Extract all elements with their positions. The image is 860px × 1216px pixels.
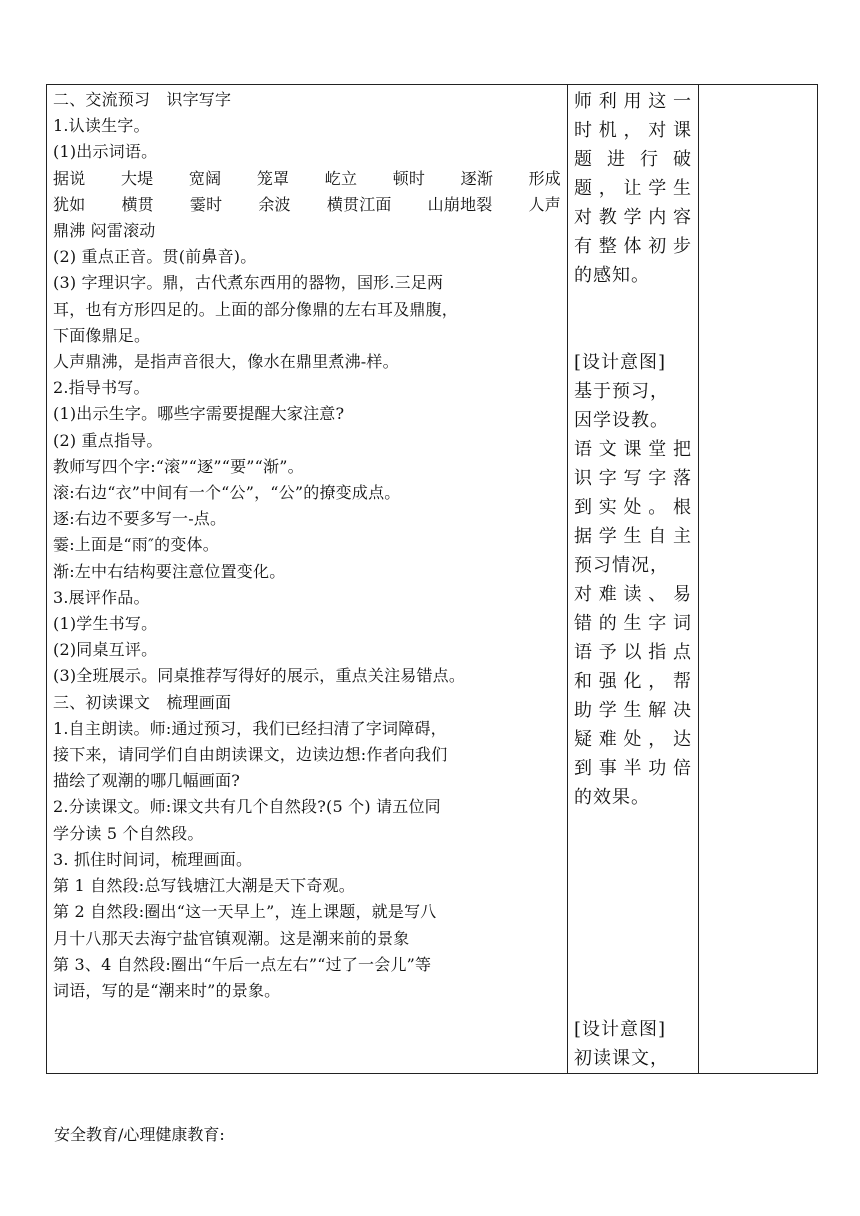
- teaching-process-cell: [47, 85, 568, 1074]
- footer-label: 安全教育/心理健康教育:: [54, 1125, 225, 1144]
- vocab-word: 山崩地裂: [427, 194, 493, 214]
- section-heading: 二、交流预习 识字写字: [53, 90, 232, 109]
- text-line: 教师写四个字:“滚”“逐”“要”“渐”。: [53, 456, 304, 476]
- text-line: (1)出示生字。哪些字需要提醒大家注意?: [53, 404, 345, 424]
- vocab-row: [53, 166, 561, 192]
- note-line: 的感知。: [574, 265, 650, 286]
- text-line: 逐:右边不要多写一-点。: [53, 509, 227, 529]
- text-line: (3)全班展示。同桌推荐写得好的展示，重点关注易错点。: [53, 666, 466, 686]
- text-line: 描绘了观潮的哪几幅画面?: [53, 771, 240, 791]
- text-line: 月十八那天去海宁盐官镇观潮。这是潮来前的景象: [53, 928, 410, 948]
- vocab-row: [53, 218, 561, 244]
- vocab-word: 宽阔: [188, 168, 222, 188]
- note-line: 语予以指点: [574, 642, 692, 663]
- step-heading: 2.指导书写。: [53, 378, 150, 398]
- note-line: 师利用这一: [574, 91, 692, 112]
- text-line: 人声鼎沸，是指声音很大，像水在鼎里煮沸-样。: [53, 352, 399, 372]
- vocab-word: 逐渐: [460, 168, 494, 188]
- vocab-word: 大堤: [120, 168, 154, 188]
- sub-step: (1)出示词语。: [53, 142, 158, 162]
- text-line: 霎:上面是“雨″的变体。: [53, 535, 219, 555]
- note-line: 疑难处，达: [574, 729, 692, 750]
- vocab-row: [53, 192, 561, 218]
- note-line: 有整体初步: [574, 236, 692, 257]
- note-line: 基于预习，: [574, 381, 669, 402]
- vocab-word: 顿时: [392, 168, 426, 188]
- note-line: 语文课堂把: [574, 439, 692, 460]
- text-line: 1.自主朗读。师:通过预习，我们已经扫清了字词障碍，: [53, 718, 447, 738]
- design-intent-cell: [568, 85, 699, 1074]
- text-line: 第 2 自然段:圈出“这一天早上”，连上课题，就是写八: [53, 902, 437, 922]
- note-line: 初读课文，: [574, 1048, 669, 1069]
- vocab-word: 余波: [258, 194, 291, 214]
- vocab-word: 横贯: [121, 194, 154, 214]
- text-line: 滚:右边“衣”中间有一个“公”，“公”的撩变成点。: [53, 483, 401, 503]
- note-line: 识字写字落: [574, 468, 692, 489]
- vocab-word: 据说: [53, 168, 86, 188]
- vocab-word: 横贯江面: [326, 194, 392, 214]
- text-line: 2.分读课文。师:课文共有几个自然段?(5 个) 请五位同: [53, 797, 441, 817]
- text-line: 第 1 自然段:总写钱塘江大潮是天下奇观。: [53, 876, 355, 896]
- text-line: (2)同桌互评。: [53, 640, 158, 660]
- text-line: 渐:左中右结构要注意位置变化。: [53, 561, 286, 581]
- text-line: (1)学生书写。: [53, 614, 158, 634]
- vocab-word: 形成: [528, 168, 561, 188]
- note-line: 到实处。根: [574, 497, 692, 518]
- note-line: 和强化，帮: [574, 671, 692, 692]
- text-line: (3) 字理识字。鼎，古代煮东西用的器物，国形.三足两: [53, 273, 444, 293]
- text-line: (2) 重点正音。贯(前鼻音)。: [53, 247, 257, 267]
- note-line: 对难读、易: [574, 584, 692, 605]
- note-line: 的效果。: [574, 787, 650, 808]
- section-heading: 三、初读课文 梳理画面: [53, 692, 232, 712]
- note-line: 题进行破: [574, 149, 692, 170]
- lesson-plan-table: [46, 84, 818, 1074]
- vocab-word: 人声: [528, 194, 561, 214]
- text-line: 接下来，请同学们自由朗读课文，边读边想:作者向我们: [53, 745, 448, 765]
- text-line: 3. 抓住时间词，梳理画面。: [53, 849, 253, 869]
- note-line: 到事半功倍: [574, 758, 692, 779]
- note-line: 据学生自主: [574, 526, 692, 547]
- vocab-word: 霎时: [189, 194, 223, 214]
- design-intent-label: [设计意图]: [574, 352, 667, 373]
- note-line: 错的生字词: [574, 613, 692, 634]
- step-heading: 1.认读生字。: [53, 116, 150, 136]
- text-line: 词语，写的是“潮来时”的景象。: [53, 980, 281, 1000]
- empty-cell: [699, 85, 818, 1074]
- vocab-word: 鼎沸 闷雷滚动: [53, 221, 156, 241]
- vocab-word: 屹立: [324, 168, 358, 188]
- vocab-word: 笼罩: [256, 168, 290, 188]
- vocab-word: 犹如: [53, 194, 86, 214]
- note-line: 预习情况，: [574, 555, 669, 576]
- step-heading: 3.展评作品。: [53, 587, 150, 607]
- note-line: 题，让学生: [574, 178, 692, 199]
- text-line: 第 3、4 自然段:圈出“午后一点左右”“过了一会儿”等: [53, 954, 432, 974]
- text-line: 下面像鼎足。: [53, 325, 151, 345]
- note-line: 对教学内容: [574, 207, 692, 228]
- note-line: 时机，对课: [574, 120, 692, 141]
- table-row: [47, 85, 818, 1074]
- design-intent-label: [设计意图]: [574, 1019, 667, 1040]
- text-line: 耳，也有方形四足的。上面的部分像鼎的左右耳及鼎腹，: [53, 299, 459, 319]
- text-line: (2) 重点指导。: [53, 430, 163, 450]
- text-line: 学分读 5 个自然段。: [53, 823, 204, 843]
- note-line: 因学设教。: [574, 410, 669, 431]
- note-line: 助学生解决: [574, 700, 692, 721]
